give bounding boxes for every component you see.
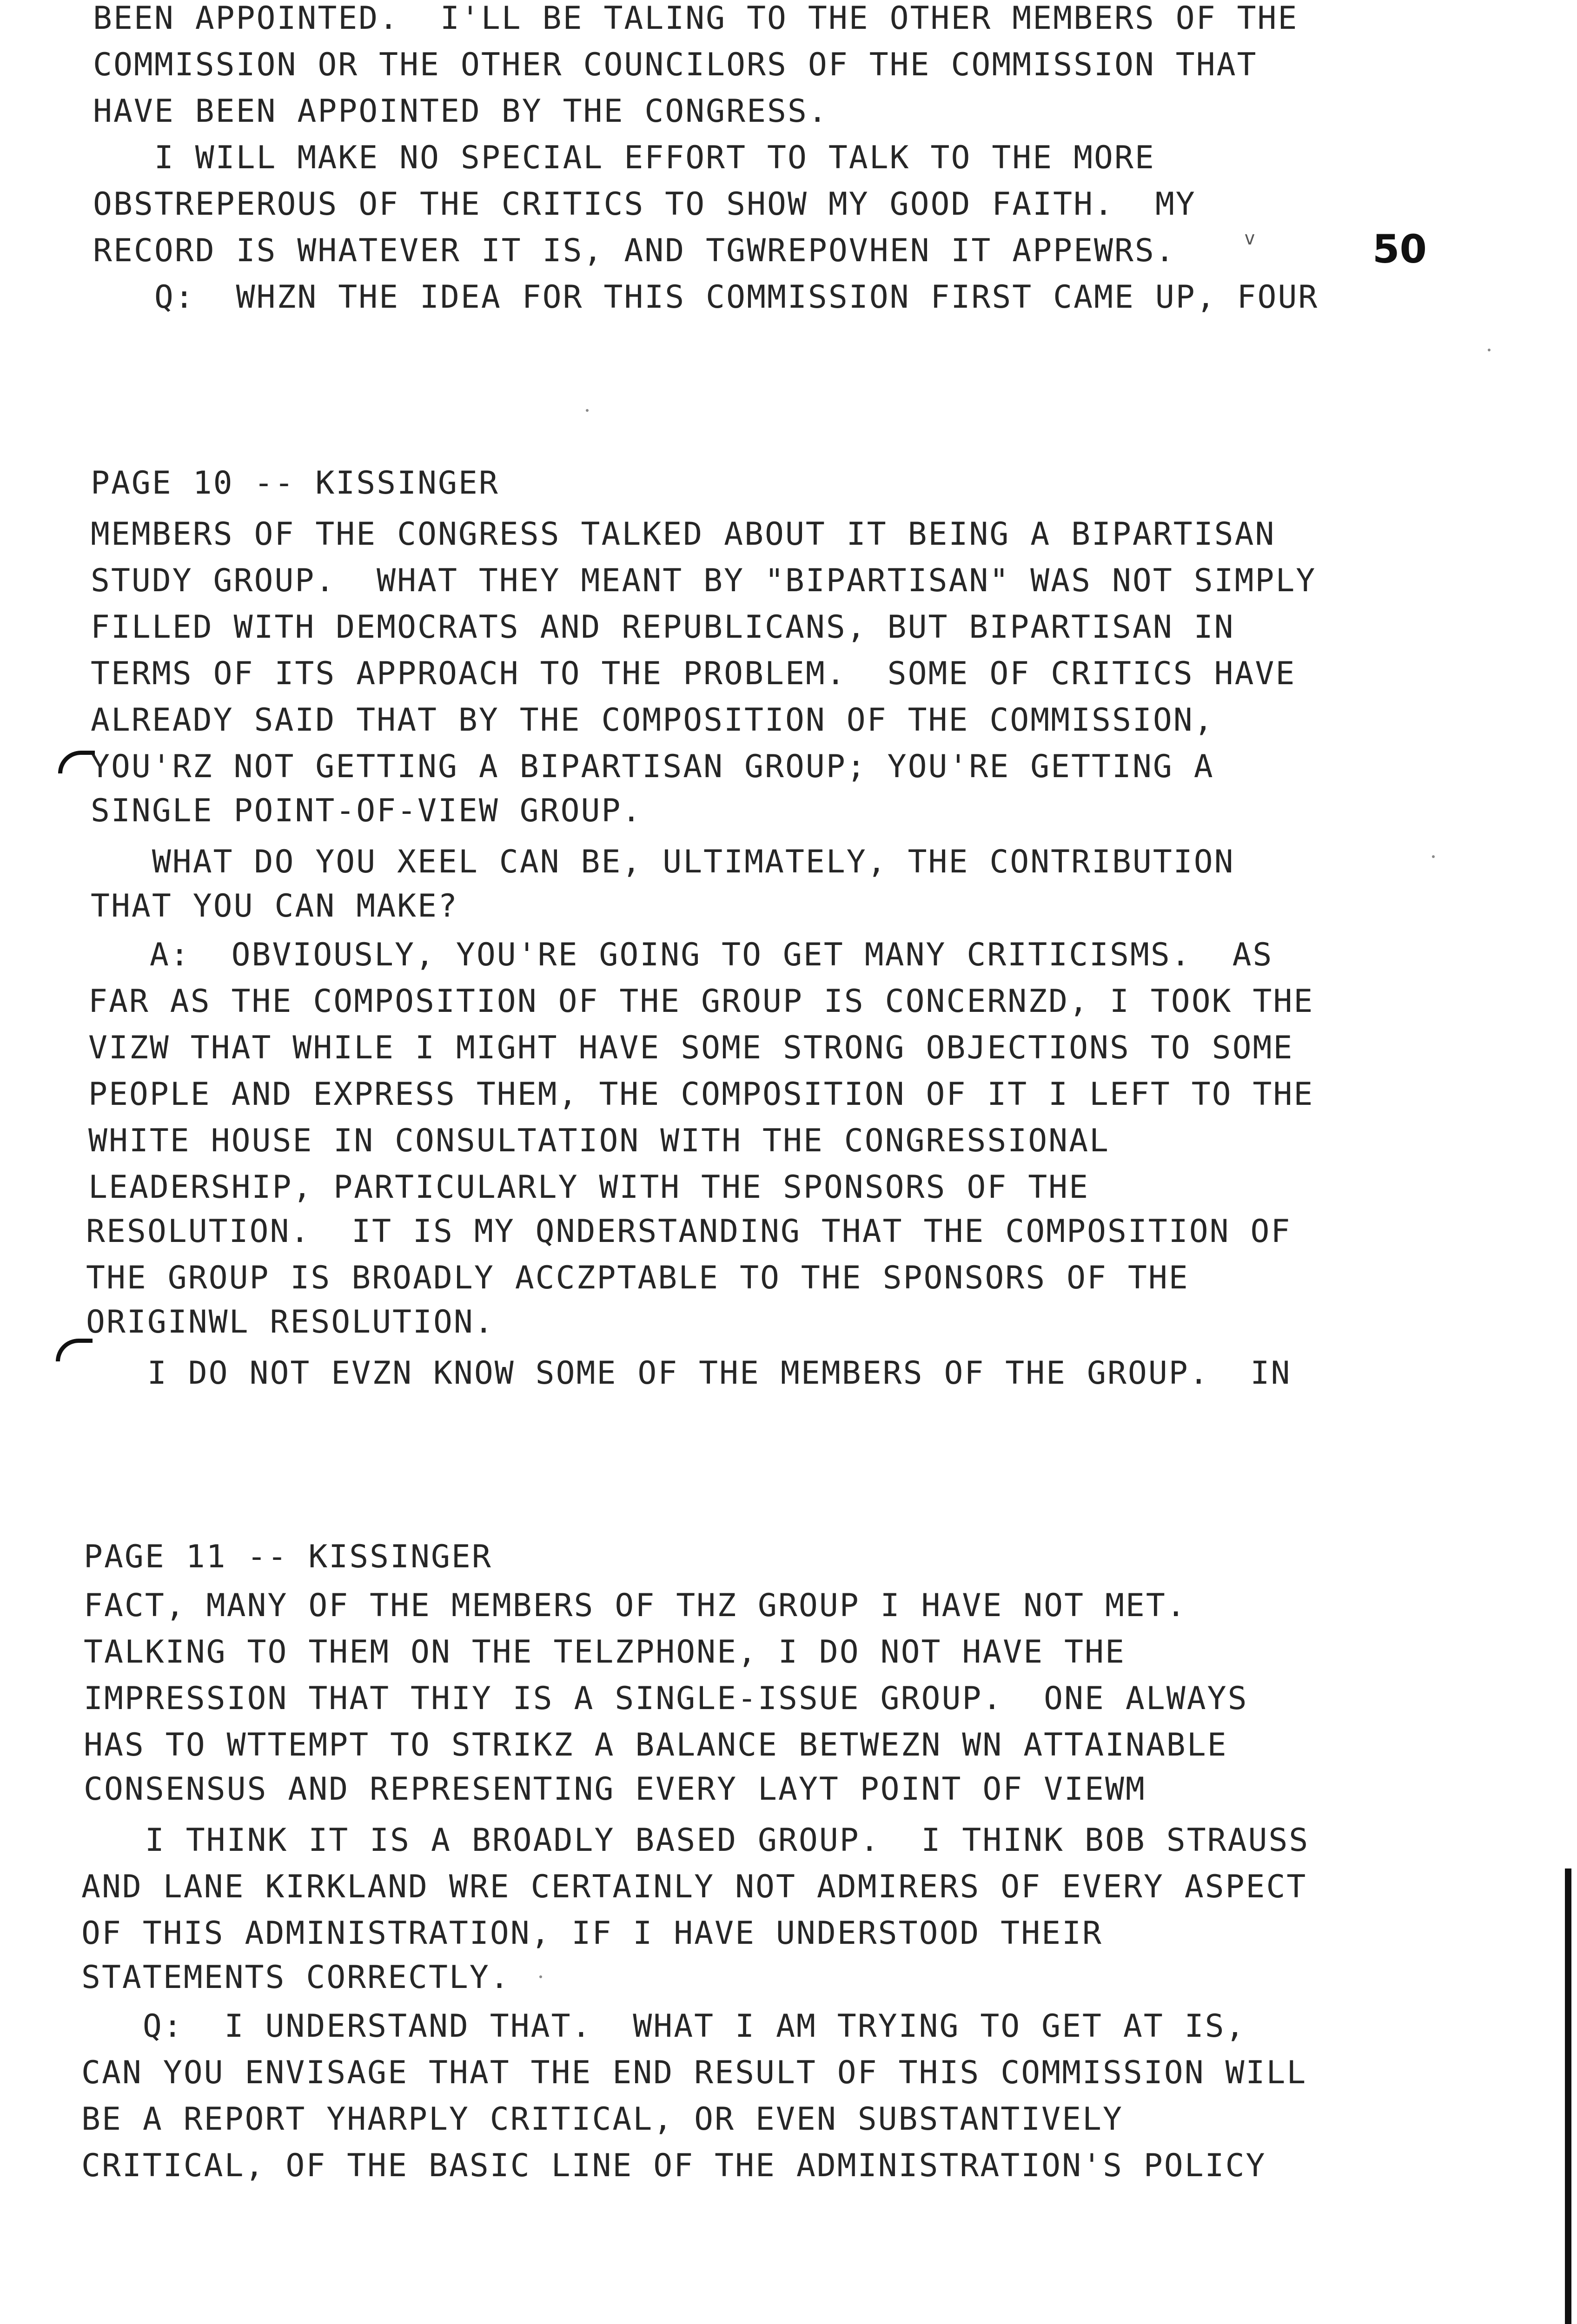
- stray-mark: v: [1244, 228, 1256, 249]
- text-line: HAVE BEEN APPOINTED BY THE CONGRESS.: [93, 93, 828, 130]
- scan-edge-bar: [1565, 1868, 1571, 2324]
- text-line: ALREADY SAID THAT BY THE COMPOSITION OF THE COMMISSION,: [91, 702, 1214, 739]
- text-line: FILLED WITH DEMOCRATS AND REPUBLICANS, BUT BIPARTISAN IN: [91, 609, 1235, 646]
- text-line: PEOPLE AND EXPRESS THEM, THE COMPOSITION OF IT I LEFT TO THE: [88, 1076, 1314, 1113]
- text-line: MEMBERS OF THE CONGRESS TALKED ABOUT IT BEING A BIPARTISAN: [91, 516, 1276, 553]
- text-line: FACT, MANY OF THE MEMBERS OF THZ GROUP I HAVE NOT MET.: [84, 1587, 1187, 1624]
- text-line: SINGLE POINT-OF-VIEW GROUP.: [91, 792, 643, 829]
- margin-bracket-mark: [58, 751, 95, 773]
- text-line: CRITICAL, OF THE BASIC LINE OF THE ADMINISTRATION'S POLICY: [81, 2147, 1266, 2184]
- text-line: OF THIS ADMINISTRATION, IF I HAVE UNDERSTOOD THEIR: [81, 1915, 1103, 1952]
- text-line: I THINK IT IS A BROADLY BASED GROUP. I THINK BOB STRAUSS: [84, 1822, 1310, 1859]
- margin-page-number: 50: [1372, 226, 1427, 272]
- text-line: YOU'RZ NOT GETTING A BIPARTISAN GROUP; YOU'RE GETTING A: [91, 748, 1214, 785]
- text-line: THAT YOU CAN MAKE?: [91, 888, 458, 924]
- text-line: ORIGINWL RESOLUTION.: [86, 1304, 495, 1340]
- text-line: VIZW THAT WHILE I MIGHT HAVE SOME STRONG OBJECTIONS TO SOME: [88, 1030, 1294, 1066]
- text-line: HAS TO WTTEMPT TO STRIKZ A BALANCE BETWEZN WN ATTAINABLE: [84, 1727, 1228, 1763]
- text-line: TALKING TO THEM ON THE TELZPHONE, I DO NOT HAVE THE: [84, 1634, 1126, 1670]
- text-line: THE GROUP IS BROADLY ACCZPTABLE TO THE SPONSORS OF THE: [86, 1260, 1189, 1296]
- text-line: CAN YOU ENVISAGE THAT THE END RESULT OF THIS COMMISSION WILL: [81, 2054, 1307, 2091]
- text-line: WHAT DO YOU XEEL CAN BE, ULTIMATELY, THE CONTRIBUTION: [91, 844, 1235, 880]
- page-header: PAGE 11 -- KISSINGER: [84, 1538, 492, 1575]
- scan-speck: [1488, 349, 1491, 351]
- text-line: IMPRESSION THAT THIY IS A SINGLE-ISSUE GROUP. ONE ALWAYS: [84, 1680, 1248, 1717]
- text-line: RECORD IS WHATEVER IT IS, AND TGWREPOVHEN IT APPEWRS.: [93, 232, 1176, 269]
- text-line: LEADERSHIP, PARTICULARLY WITH THE SPONSORS OF THE: [88, 1169, 1090, 1206]
- text-line: RESOLUTION. IT IS MY QNDERSTANDING THAT THE COMPOSITION OF: [86, 1213, 1292, 1250]
- text-line: A: OBVIOUSLY, YOU'RE GOING TO GET MANY CRITICISMS. AS: [88, 937, 1273, 973]
- text-line: OBSTREPEROUS OF THE CRITICS TO SHOW MY GOOD FAITH. MY: [93, 186, 1196, 223]
- text-line: I DO NOT EVZN KNOW SOME OF THE MEMBERS OF THE GROUP. IN: [86, 1355, 1292, 1392]
- text-line: STATEMENTS CORRECTLY.: [81, 1959, 510, 1996]
- text-line: BE A REPORT YHARPLY CRITICAL, OR EVEN SUBSTANTIVELY: [81, 2101, 1123, 2138]
- text-line: WHITE HOUSE IN CONSULTATION WITH THE CONGRESSIONAL: [88, 1122, 1110, 1159]
- margin-bracket-mark: [56, 1339, 93, 1361]
- text-line: CONSENSUS AND REPRESENTING EVERY LAYT POINT OF VIEWM: [84, 1771, 1146, 1808]
- scan-speck: [1432, 855, 1435, 858]
- text-line: Q: I UNDERSTAND THAT. WHAT I AM TRYING TO GET AT IS,: [81, 2008, 1246, 2045]
- page-header: PAGE 10 -- KISSINGER: [91, 465, 499, 502]
- text-line: COMMISSION OR THE OTHER COUNCILORS OF THE COMMISSION THAT: [93, 46, 1258, 83]
- scan-speck: [539, 1975, 542, 1978]
- text-line: BEEN APPOINTED. I'LL BE TALING TO THE OTHER MEMBERS OF THE: [93, 0, 1299, 37]
- text-line: Q: WHZN THE IDEA FOR THIS COMMISSION FIRST CAME UP, FOUR: [93, 279, 1319, 316]
- text-line: AND LANE KIRKLAND WRE CERTAINLY NOT ADMIRERS OF EVERY ASPECT: [81, 1868, 1307, 1905]
- text-line: FAR AS THE COMPOSITION OF THE GROUP IS CONCERNZD, I TOOK THE: [88, 983, 1314, 1020]
- scan-speck: [586, 409, 589, 412]
- text-line: STUDY GROUP. WHAT THEY MEANT BY "BIPARTISAN" WAS NOT SIMPLY: [91, 562, 1317, 599]
- text-line: TERMS OF ITS APPROACH TO THE PROBLEM. SOME OF CRITICS HAVE: [91, 655, 1296, 692]
- text-line: I WILL MAKE NO SPECIAL EFFORT TO TALK TO THE MORE: [93, 139, 1155, 176]
